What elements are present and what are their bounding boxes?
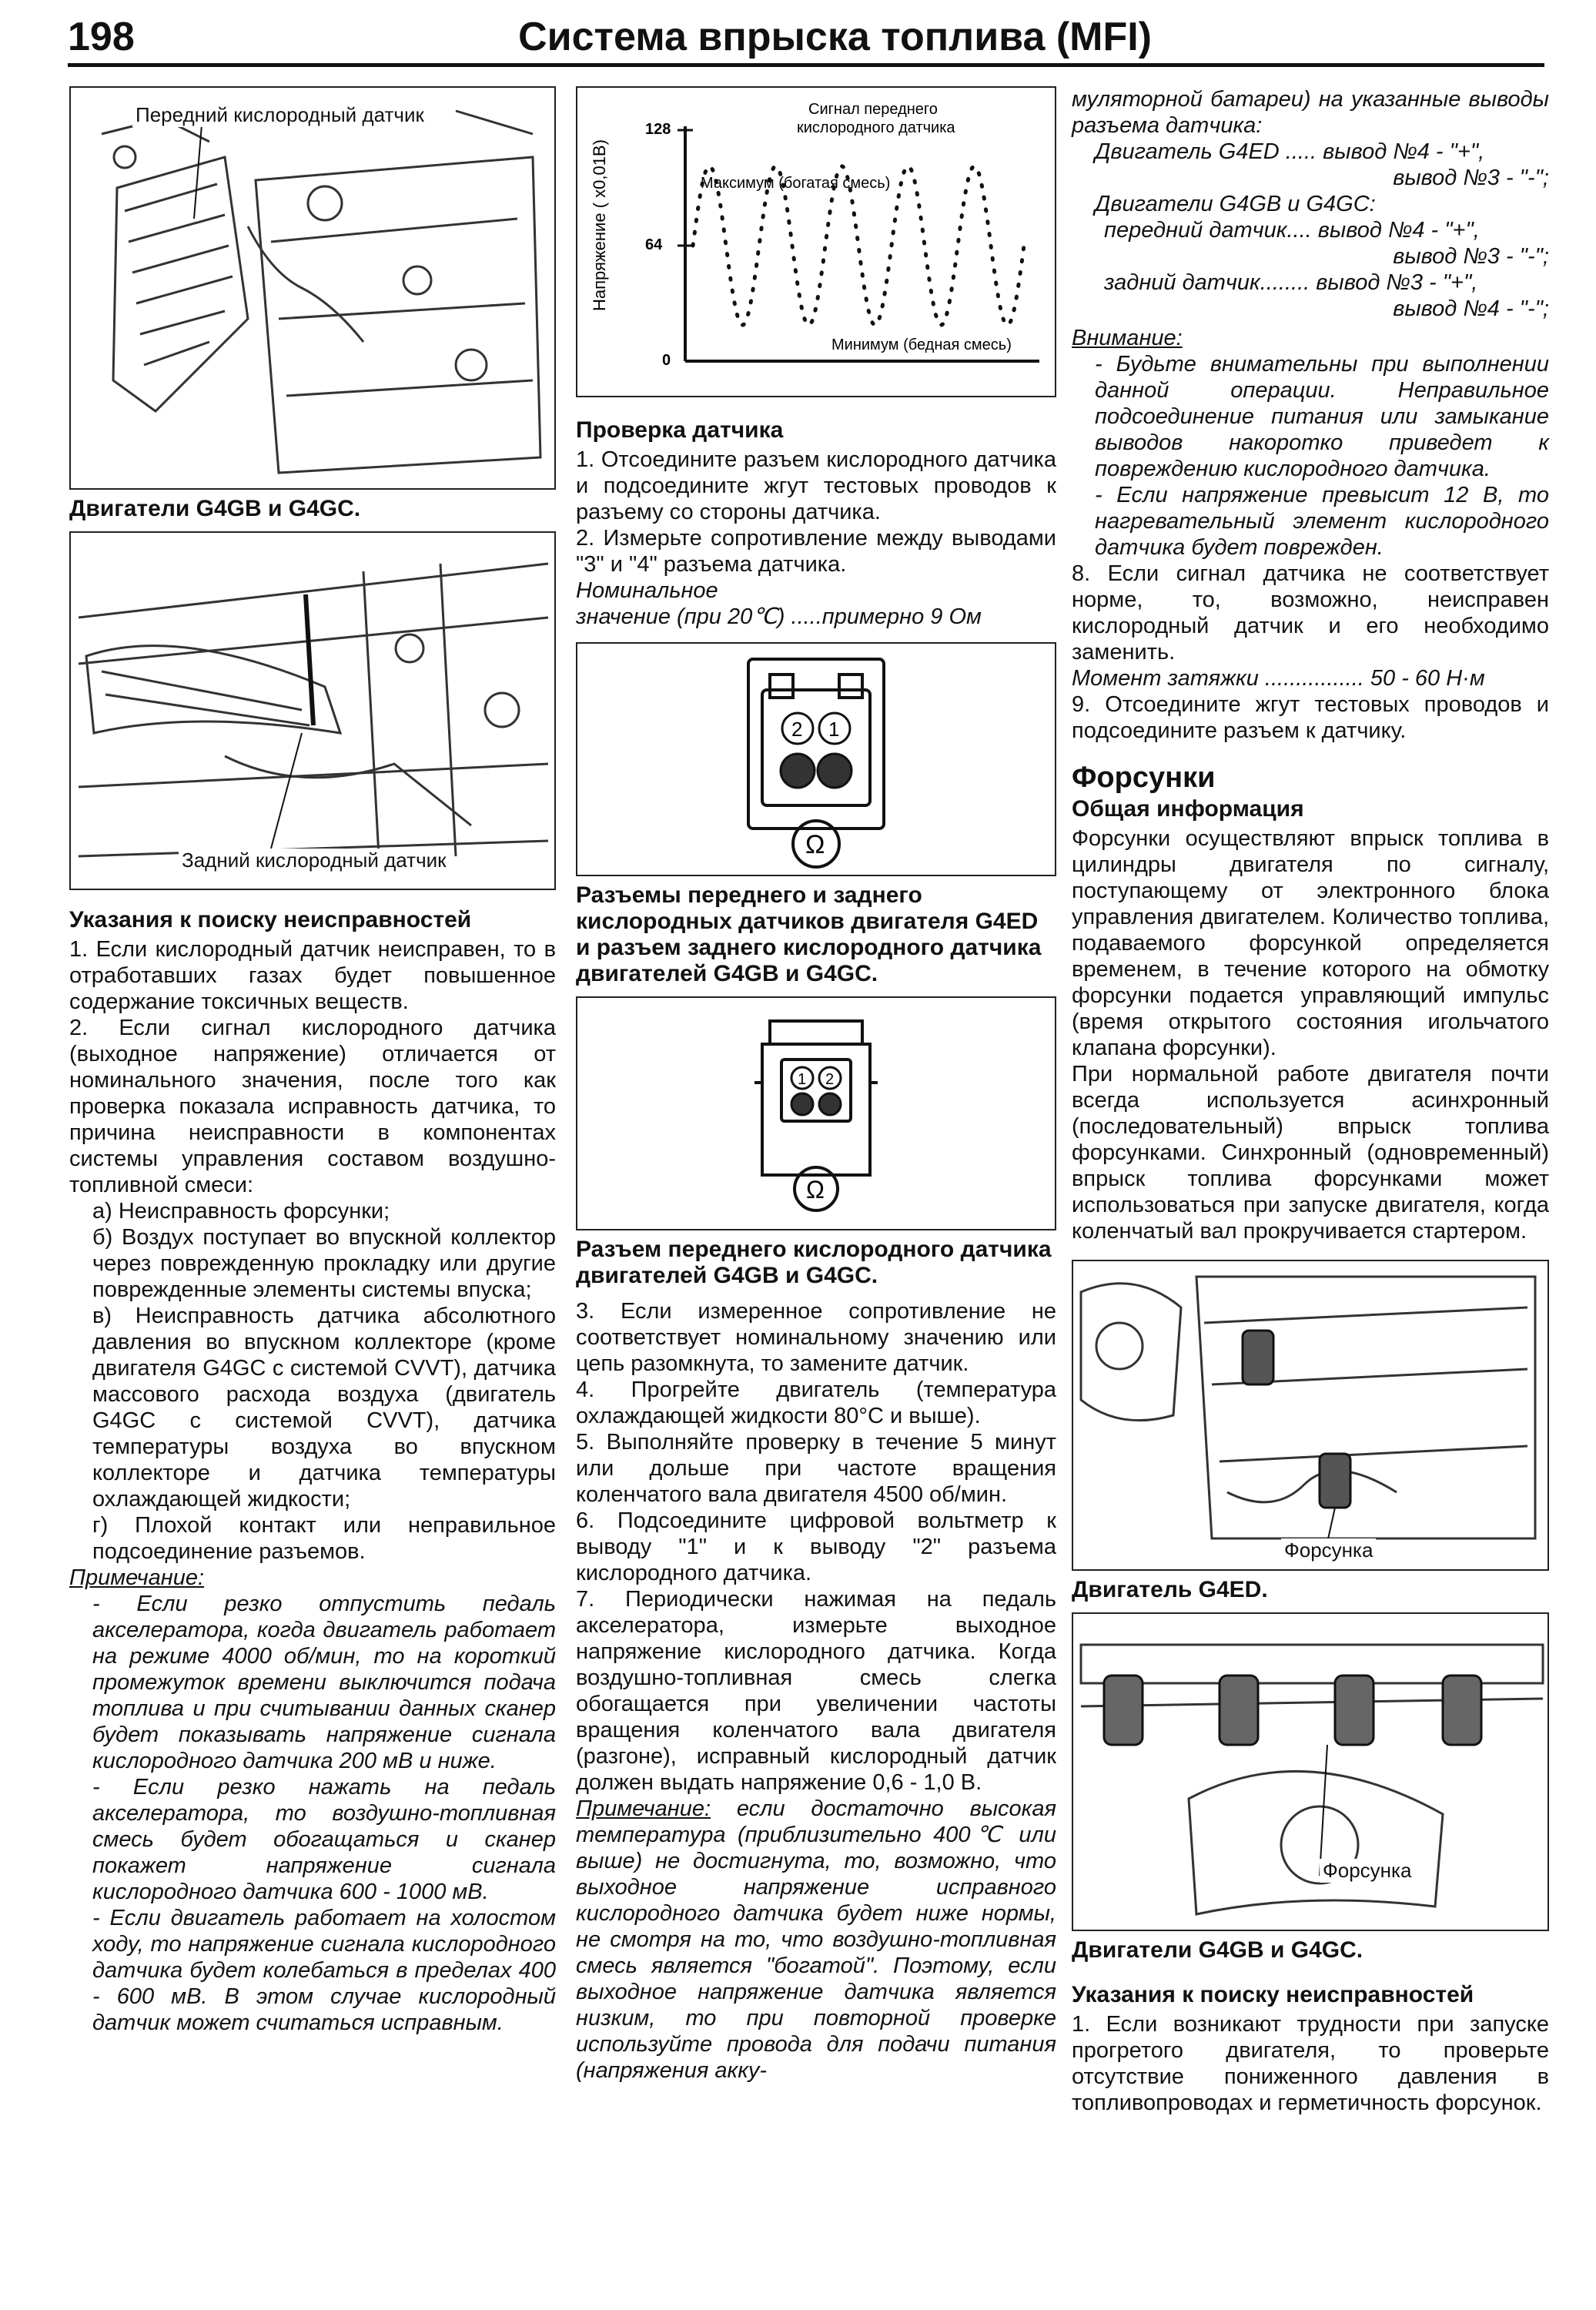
page-number: 198 [68,15,135,59]
pin-line-6: задний датчик........ вывод №3 - "+", [1104,270,1478,295]
figure-4-caption: Двигатели G4GB и G4GC. [1072,1937,1363,1963]
injector-g4gb-illustration [1073,1614,1547,1927]
page-header [68,9,1544,67]
injectors-heading: Форсунки [1072,762,1216,794]
general-para-1: Форсунки осуществляют впрыск топлива в цилиндры двигателя по сигналу, поступающему от электронного блока управления двигателем. Количество топлива, подаваемого форсункой определяется временем, в течение которого на обмотку форсунки подается управляющий импульс (время открытого состояния игольчатого клапана форсунки). [1072,826,1549,1060]
pin-2-label-2: 2 [825,1071,835,1088]
trouble-heading-2: Указания к поиску неисправностей [1072,1982,1474,2007]
signal-chart-figure [576,86,1056,397]
step-7: 7. Периодически нажимая на педаль акселератора, измерьте выходное напряжение кислородного датчика. Когда воздушно-топливная смесь слегка обогащается при увеличении частоты вращения коленчатого вала двигателя (разгоне), исправный кислородный датчик должен выдать напряжение 0,6 - 1,0 В. [576,1587,1056,1795]
chart-ylabel: Напряжение ( x0,01В) [590,139,609,311]
torque-spec: Момент затяжки ................ 50 - 60 Н·м [1072,666,1485,691]
signal-chart [577,88,1055,393]
connector-1-diagram [577,644,1055,872]
column-3 [1072,86,1549,2116]
rear-sensor-label: Задний кислородный датчик [179,849,450,872]
note-text-2: если достаточно высокая температура (приблизительно 400℃ или выше) не достигнута, то, возможно, что выходное напряжение исправного кислородного датчика будет ниже нормы, не смотря на то, что воздушно-топливная смесь является "богатой". Поэтому, если выходное напряжение датчика является низким, то при повторной проверке используйте провода для подачи питания (напряжения акку- [576,1796,1056,2083]
connector-1-caption: Разъемы переднего и заднего кислородных датчиков двигателя G4ED и разъем заднего кислородного датчика двигателей G4GB и G4GC. [576,882,1042,986]
max-annotation: Максимум (богатая смесь) [701,175,891,192]
troubleshoot-para-2: 2. Если сигнал кислородного датчика (выходное напряжение) отличается от номинального значения, после того как проверка показала исправность датчика, то причина неисправности в компонентах системы управления составом воздушно-топливной смеси: [69,1016,556,1197]
pin-line-7: вывод №4 - "-"; [1393,296,1549,321]
list-item-c: в) Неисправность датчика абсолютного давления во впускном коллекторе (кроме двигателя G4GC с системой CVVT), датчика массового расхода воздуха (двигатель G4GC с системой CVVT), датчика температуры воздуха во впускном коллекторе и датчика температуры охлаждающей жидкости; [92,1304,556,1512]
y-tick-0: 0 [662,352,671,369]
step-5: 5. Выполняйте проверку в течение 5 минут или дольше при частоте вращения коленчатого вала двигателя 4500 об/мин. [576,1430,1056,1507]
connector-2-caption: Разъем переднего кислородного датчика двигателей G4GB и G4GC. [576,1237,1052,1288]
check-step-2: 2. Измерьте сопротивление между выводами "3" и "4" разъема датчика. [576,526,1056,577]
injector-g4gb-figure [1072,1612,1549,1931]
ohm-symbol-2: Ω [806,1176,825,1204]
step-8: 8. Если сигнал датчика не соответствует норме, то, возможно, неисправен кислородный датчик и его необходимо заменить. [1072,561,1549,665]
nominal-label: Номинальное [576,578,718,603]
connector-2-diagram [577,998,1055,1226]
attention-2: - Если напряжение превысит 12 В, то нагревательный элемент кислородного датчика будет поврежден. [1095,483,1549,560]
pin-2-label: 2 [791,718,803,741]
attention-heading: Внимание: [1072,326,1183,350]
pin-1-label-2: 1 [798,1071,807,1088]
ohm-symbol: Ω [805,830,825,859]
pin-line-2: вывод №3 - "-"; [1393,166,1549,190]
figure-1-caption: Двигатели G4GB и G4GC. [69,496,361,521]
injector-label-2: Форсунка [1320,1859,1414,1883]
step-6: 6. Подсоедините цифровой вольтметр к выводу "1" и к выводу "2" разъема кислородного датчика. [576,1508,1056,1585]
front-sensor-label: Передний кислородный датчик [132,103,427,127]
engine-illustration [71,88,554,485]
check-step-1: 1. Отсоедините разъем кислородного датчика и подсоедините жгут тестовых проводов к разъему со стороны датчика. [576,447,1056,524]
attention-1: - Будьте внимательны при выполнении данной операции. Неправильное подсоединение питания или замыкание выводов накоротко приведет к повреждению кислородного датчика. [1095,352,1549,481]
connector-2-figure [576,996,1056,1230]
continued-text: муляторной батареи) на указанные выводы разъема датчика: [1072,87,1549,138]
exhaust-illustration [71,533,554,886]
troubleshoot-heading: Указания к поиску неисправностей [69,907,472,932]
pin-line-3: Двигатели G4GB и G4GC: [1095,192,1376,216]
y-tick-128: 128 [645,121,671,138]
connector-1-figure [576,642,1056,876]
trouble-text-2: 1. Если возникают трудности при запуске прогретого двигателя, то проверьте отсутствие пониженного давления в топливопроводах и герметичность форсунок. [1072,2012,1549,2115]
page-title: Система впрыска топлива (MFI) [518,15,1152,59]
list-item-d: г) Плохой контакт или неправильное подсоединение разъемов. [92,1513,556,1564]
injector-g4ed-illustration [1073,1261,1547,1566]
general-para-2: При нормальной работе двигателя почти всегда используется асинхронный (последовательный) впрыск топлива форсунками. Синхронный (одновременный) впрыск топлива форсунками может использоваться при запуске двигателя, когда коленчатый вал прокручивается стартером. [1072,1062,1549,1244]
min-annotation: Минимум (бедная смесь) [831,336,1012,353]
column-1 [69,86,556,2036]
pin-line-1: Двигатель G4ED ..... вывод №4 - "+", [1095,139,1485,164]
troubleshoot-para-1: 1. Если кислородный датчик неисправен, то в отработавших газах будет повышенное содержание токсичных веществ. [69,937,556,1014]
column-2 [576,86,1056,2084]
note-heading-2: Примечание: [576,1796,711,1821]
injector-label-1: Форсунка [1281,1538,1376,1562]
step-4: 4. Прогрейте двигатель (температура охлаждающей жидкости 80°С и выше). [576,1378,1056,1428]
figure-3-caption: Двигатель G4ED. [1072,1577,1268,1602]
rear-sensor-figure [69,531,556,890]
note-1: - Если резко отпустить педаль акселератора, когда двигатель работает на режиме 4000 об/мин, то на короткий промежуток времени выключится подача топлива и при считывании данных сканер будет показывать напряжение сигнала кислородного датчика 200 мВ и ниже. [92,1592,556,1773]
nominal-value: значение (при 20℃) .....примерно 9 Ом [576,604,982,629]
note-2: - Если резко нажать на педаль акселератора, то воздушно-топливная смесь будет обогащаться и сканер покажет напряжение сигнала кислородного датчика 600 - 1000 мВ. [92,1775,556,1904]
general-info-heading: Общая информация [1072,796,1304,822]
step-9: 9. Отсоедините жгут тестовых проводов и подсоедините разъем к датчику. [1072,692,1549,743]
note-3: - Если двигатель работает на холостом ходу, то напряжение сигнала кислородного датчика будет колебаться в пределах 400 - 600 мВ. В этом случае кислородный датчик может считаться исправным. [92,1906,556,2035]
front-sensor-figure [69,86,556,490]
pin-1-label: 1 [828,718,840,741]
step-3: 3. Если измеренное сопротивление не соответствует номинальному значению или цепь разомкнута, то замените датчик. [576,1299,1056,1376]
pin-line-4: передний датчик.... вывод №4 - "+", [1104,218,1480,243]
list-item-a: а) Неисправность форсунки; [92,1199,390,1224]
check-heading: Проверка датчика [576,417,784,443]
chart-title: Сигнал переднего кислородного датчика [797,101,955,136]
pin-line-5: вывод №3 - "-"; [1393,244,1549,269]
y-tick-64: 64 [645,236,663,253]
list-item-b: б) Воздух поступает во впускной коллектор через поврежденную прокладку или другие поврежденные элементы системы впуска; [92,1225,556,1302]
injector-g4ed-figure [1072,1260,1549,1571]
note-heading: Примечание: [69,1565,205,1590]
